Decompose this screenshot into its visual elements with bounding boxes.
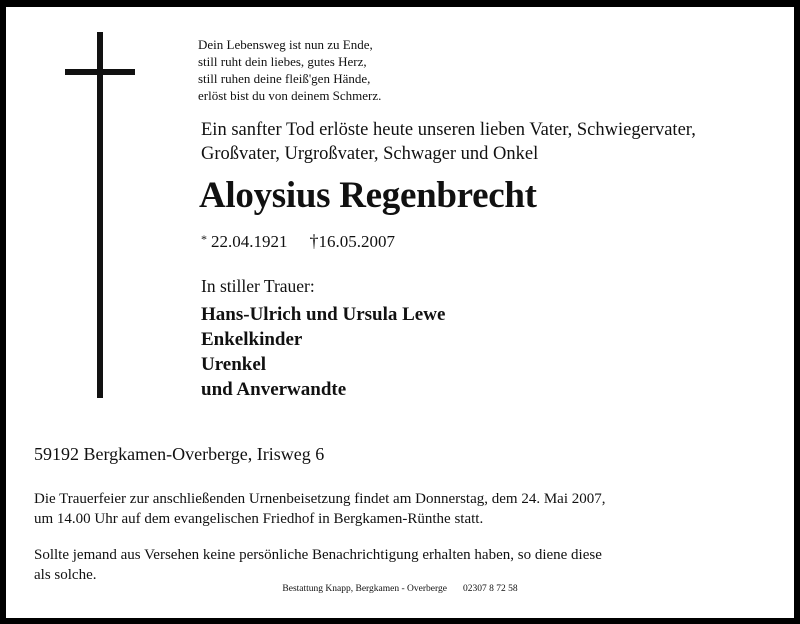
funeral-line: Die Trauerfeier zur anschließenden Urnenbeisetzung findet am Donnerstag, dem 24. Mai 2007, [34, 491, 606, 507]
death-symbol: † [309, 231, 319, 251]
poem-line: Dein Lebensweg ist nun zu Ende, [198, 37, 373, 52]
poem [198, 36, 381, 104]
birth-date: 22.04.1921 [211, 232, 288, 251]
mourners-list [201, 302, 445, 402]
funeral-info [34, 489, 606, 529]
intro-line: Ein sanfter Tod erlöste heute unseren lieben Vater, Schwiegervater, [201, 120, 696, 140]
life-dates [201, 231, 395, 252]
footer-undertaker: Bestattung Knapp, Bergkamen - Overberge [282, 584, 447, 594]
mourner: und Anverwandte [201, 379, 347, 400]
intro-text [201, 118, 696, 166]
birth-symbol: * [201, 232, 207, 246]
poem-line: still ruht dein liebes, gutes Herz, [198, 54, 367, 69]
deceased-name: Aloysius Regenbrecht [199, 175, 537, 216]
address: 59192 Bergkamen-Overberge, Irisweg 6 [34, 444, 325, 464]
cross-horizontal-bar [65, 69, 135, 75]
intro-line: Großvater, Urgroßvater, Schwager und Onkel [201, 144, 539, 164]
mourner: Hans-Ulrich und Ursula Lewe [201, 304, 446, 325]
notice-line: Sollte jemand aus Versehen keine persönliche Benachrichtigung erhalten haben, so diene diese [34, 547, 602, 563]
notification-notice [34, 545, 602, 585]
poem-line: erlöst bist du von deinem Schmerz. [198, 88, 382, 103]
mourner: Urenkel [201, 354, 267, 375]
death-date: 16.05.2007 [318, 232, 395, 251]
cross-vertical-bar [97, 32, 103, 398]
poem-line: still ruhen deine fleiß'gen Hände, [198, 71, 371, 86]
footer [0, 584, 800, 594]
footer-phone: 02307 8 72 58 [462, 584, 518, 594]
notice-line: als solche. [34, 567, 97, 583]
funeral-line: um 14.00 Uhr auf dem evangelischen Friedhof in Bergkamen-Rünthe statt. [34, 511, 484, 527]
mourning-label: In stiller Trauer: [201, 276, 315, 296]
mourner: Enkelkinder [201, 329, 303, 350]
